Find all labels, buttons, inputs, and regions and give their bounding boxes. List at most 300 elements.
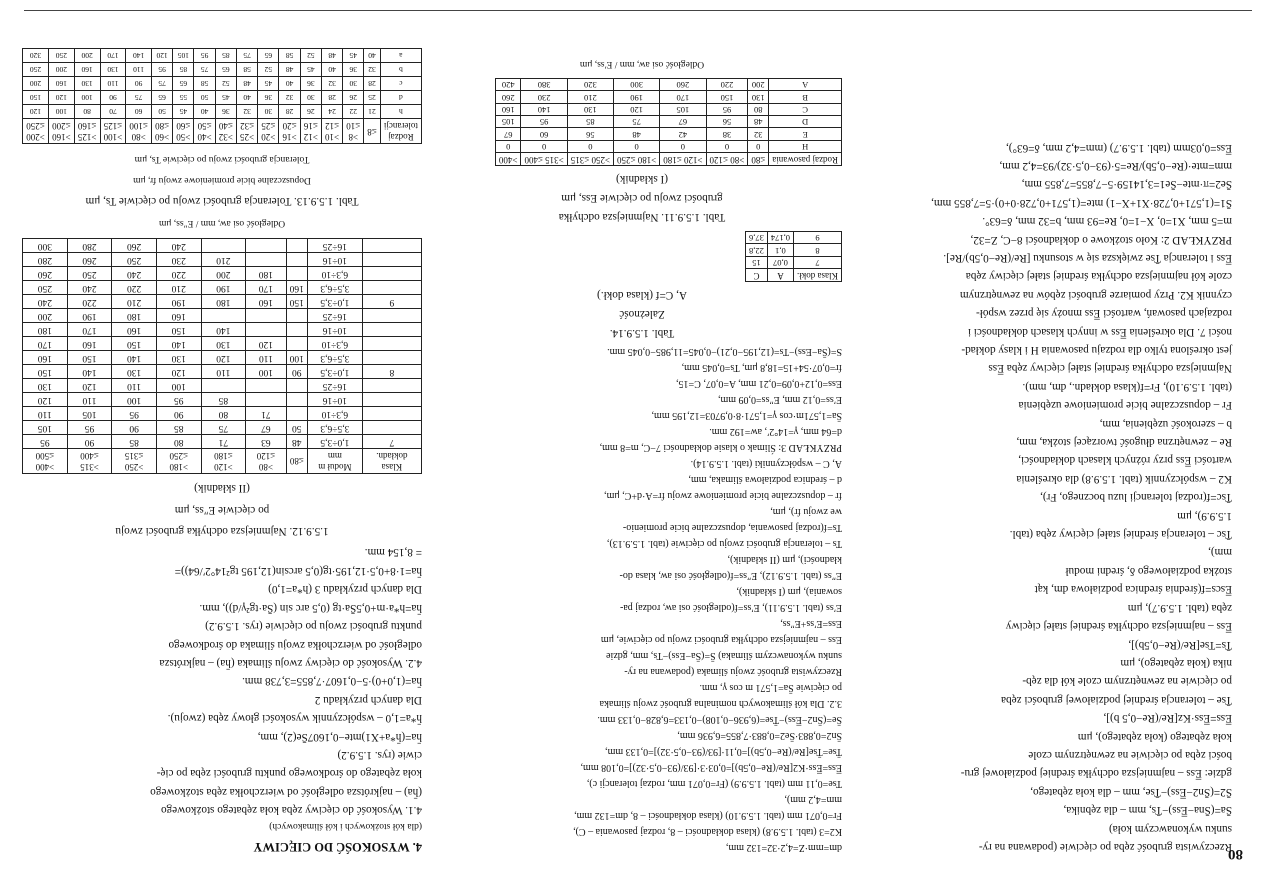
section-note: (dla kół stożkowych i kół ślimakowych) <box>269 820 422 831</box>
table-cell: 48 <box>286 434 307 448</box>
table-cell: 250 <box>23 63 49 77</box>
table-cell: 52 <box>215 77 236 91</box>
table-row <box>23 238 422 252</box>
text-line: kładności), μm (II składnik), <box>727 554 842 565</box>
table-cell: 1,0÷3,5 <box>307 294 362 308</box>
table-cell: 250 <box>67 266 112 280</box>
table-cell: 180 <box>23 322 68 336</box>
table-cell <box>246 322 286 336</box>
text-line: E̅ss=E̅ss·Kz[Re/(Re−0,5 b)], <box>1103 712 1232 725</box>
table-cell: 130 <box>74 77 100 91</box>
text-line: Tse=0,11 mm (tabl. 1.5.9.9) (Fr=0,071 mm, rodzaj tolerancji c), <box>586 778 842 789</box>
table-caption: 1.5.9.12. Najmniejsza odchyłka grubości zwoju <box>115 525 329 538</box>
table-cell: 260 <box>495 91 521 103</box>
table-header-cell: Klasa dokładn. <box>362 448 421 473</box>
text-line: m=5 mm, X1=0, X−1=0, Re=93 mm, b=32 mm, δ=63°. <box>982 215 1232 228</box>
table-cell: 95 <box>67 420 112 434</box>
table-cell: 30 <box>258 105 279 119</box>
table-cell: 150 <box>23 364 68 378</box>
table-row <box>495 128 841 140</box>
table-cell: 160 <box>286 280 307 294</box>
table-cell: 170 <box>100 49 126 63</box>
table-cell: 105 <box>173 49 194 63</box>
table-cell: b <box>380 63 421 77</box>
table-cell: 58 <box>236 63 257 77</box>
table-cell: 16÷25 <box>307 308 362 322</box>
table-cell: 50 <box>286 420 307 434</box>
table-cell: H <box>769 140 842 152</box>
table-cell: 28 <box>364 77 380 91</box>
table-cell: 75 <box>236 49 257 63</box>
text-line: E̅ss=E̅ss·K2[Re/(Re−0,5b)]=0,03·3·[93/(93−0,5·32)]=0,108 mm, <box>580 762 842 773</box>
table-cell: 85 <box>201 392 246 406</box>
text-line: E̅ss i tolerancja T̄se zwiększa się w stosunku [Re/(Re−0,5b)/Re]. <box>943 252 1232 264</box>
text-line: punktu grubości zwoju po cięciwie (rys. 1.5.9.2) <box>205 620 422 633</box>
text-line: mm=4,2 mm), <box>784 794 842 805</box>
table-cell: 260 <box>23 266 68 280</box>
text-line: po cięciwie S̄a=1,571 m cos γ, mm. <box>699 682 842 693</box>
table-cell: 105 <box>67 406 112 420</box>
table-1-5-9-14 <box>745 231 842 282</box>
table-cell: 16÷25 <box>307 378 362 392</box>
table-cell: 150 <box>286 294 307 308</box>
text-line: T̄se – tolerancja średniej podziałowej grubości zęba <box>1001 693 1232 706</box>
table-cell: 90 <box>126 77 152 91</box>
table-cell: 21 <box>364 105 380 119</box>
table-note: Tolerancja grubości zwoju po cięciwie Ts, μm <box>134 153 310 164</box>
text-line: Ts – tolerancja grubości zwoju po cięciwie (tabl. 1.5.9.13), <box>606 538 842 549</box>
table-cell: 95 <box>521 116 567 128</box>
table-cell: 36 <box>300 77 321 91</box>
table-cell: 260 <box>67 252 112 266</box>
text-line: 4.2. Wysokość do cięciwy zwoju ślimaka (h̄a) – najkrótsza <box>159 656 422 669</box>
table-cell <box>286 266 307 280</box>
table-cell: 300 <box>614 79 660 91</box>
table-cell: 130 <box>112 364 157 378</box>
table-header-cell: Moduł m mm <box>307 448 362 473</box>
table-cell: 0 <box>567 140 613 152</box>
table-1-5-9-11 <box>495 78 842 166</box>
text-line: d=64 mm, γ=14°2′, aw=192 mm. <box>709 426 842 437</box>
table-cell <box>246 378 286 392</box>
table-cell: E <box>769 128 842 140</box>
table-cell: 28 <box>321 91 342 105</box>
table-note: Dopuszczalne bicie promieniowe zwoju fr, μm <box>133 175 311 186</box>
table-row <box>23 308 422 322</box>
text-line: ciwie (rys. 1.5.9.2) <box>337 748 422 761</box>
table-cell: 16÷25 <box>307 238 362 252</box>
text-line: h̄a=1·8+0,5·12,195·tg(0,5 arcsin(12,195 tg²14°2′/64))= <box>174 564 422 577</box>
text-line: T̄sc=f(rodzaj tolerancji luzu bocznego, Fr), <box>1040 491 1232 504</box>
text-line: (h̄a) – najkrótsza odległość od wierzchołka zęba stożkowego <box>150 785 422 798</box>
table-cell: 7 <box>362 434 421 448</box>
text-line: zęba (tabl. 1.5.9.7), μm <box>1127 601 1232 614</box>
table-cell: 55 <box>173 91 194 105</box>
table-cell: 80 <box>748 103 769 115</box>
table-cell: 110 <box>126 63 152 77</box>
table-caption: (II składnik) <box>194 482 250 495</box>
table-header-cell: >50 ≤60 <box>173 119 194 144</box>
table-cell <box>286 322 307 336</box>
table-cell: 52 <box>258 63 279 77</box>
table-header-cell: >12 ≤16 <box>300 119 321 144</box>
table-cell: 32 <box>364 63 380 77</box>
text-line: Dla danych przykładu 2 <box>314 693 422 706</box>
table-cell: 130 <box>201 336 246 350</box>
table-cell: 40 <box>364 49 380 63</box>
table-cell: h <box>380 105 421 119</box>
text-line: Najmniejsza odchyłka średniej stałej cięciwy zęba E̅ss <box>988 362 1232 375</box>
table-cell <box>201 308 246 322</box>
table-header-cell: >200 ≤250 <box>23 119 49 144</box>
table-1-5-9-13 <box>22 48 422 144</box>
text-line: S̄n2=0,883·S̄e2=0,883·7,855=6,936 mm, <box>677 730 842 741</box>
table-cell: 75 <box>614 116 660 128</box>
table-cell: 140 <box>126 49 152 63</box>
table-header-cell: >20 ≤25 <box>258 119 279 144</box>
text-line: b – szerokość uzębienia, mm, <box>1099 417 1232 430</box>
table-cell: 220 <box>706 79 748 91</box>
text-line: 4.1. Wysokość do cięciwy zęba koła zębatego stożkowego <box>160 804 422 817</box>
table-cell: 8 <box>362 364 421 378</box>
table-cell: 80 <box>156 434 201 448</box>
table-row <box>23 364 422 378</box>
text-line: T̄sc – tolerancja średniej stałej cięciwy zęba (tabl. <box>1009 528 1232 541</box>
table-cell: 150 <box>112 336 157 350</box>
table-cell: 6,3÷10 <box>307 266 362 280</box>
table-cell: 300 <box>23 238 68 252</box>
table-cell: 22,8 <box>746 244 768 256</box>
page-number: 80 <box>1228 846 1243 862</box>
table-cell: 48 <box>614 128 660 140</box>
table-header-cell: >400 ≤500 <box>23 448 68 473</box>
table-header-cell: >250 ≤315 <box>567 153 613 166</box>
table-cell: 90 <box>67 434 112 448</box>
table-row <box>495 91 841 103</box>
text-line: E̅scs=f(średnia średnica podziałowa dm, kąt <box>1034 583 1232 596</box>
table-cell <box>286 308 307 322</box>
table-cell: 15 <box>746 256 768 268</box>
table-cell: 120 <box>156 364 201 378</box>
table-caption: Tabl. 1.5.9.13. Tolerancja grubości zwoju po cięciwie Ts, μm <box>85 195 359 208</box>
table-cell: 240 <box>112 266 157 280</box>
table-header-cell: >250 ≤315 <box>112 448 157 473</box>
table-row <box>23 105 422 119</box>
table-cell: 50 <box>194 91 215 105</box>
table-cell: 71 <box>246 406 286 420</box>
section-heading: 4. WYSOKOŚĆ DO CIĘCIWY <box>253 840 422 854</box>
text-line: rodzajach pasowań, wartości E̅ss mnoży się przez współ- <box>976 307 1232 320</box>
table-cell: 160 <box>74 63 100 77</box>
text-line: h̄*a=1,0 – współczynnik wysokości głowy zęba (zwoju). <box>167 712 422 725</box>
table-cell: 200 <box>23 308 68 322</box>
table-header-cell: >80 ≤120 <box>246 448 286 473</box>
table-row <box>23 49 422 63</box>
table-cell: 150 <box>156 322 201 336</box>
table-header-cell: >8 ≤10 <box>343 119 364 144</box>
table-cell: 9 <box>794 232 842 244</box>
table-header-cell: >100 ≤125 <box>100 119 126 144</box>
table-row <box>495 79 841 91</box>
table-header-cell: ≤8 <box>364 119 380 144</box>
table-row <box>495 103 841 115</box>
table-cell: 170 <box>246 280 286 294</box>
table-cell <box>286 378 307 392</box>
table-cell: 0 <box>660 140 706 152</box>
table-cell: 130 <box>156 350 201 364</box>
table-cell <box>362 392 421 406</box>
table-header-cell: >125 ≤160 <box>74 119 100 144</box>
text-line: h̄a=(h̄*a+X1)mte−0,1607S̄e(2), mm, <box>257 730 422 743</box>
table-cell: 95 <box>156 392 201 406</box>
text-line: Rzeczywista grubość zęba po cięciwie (podawana na ry- <box>978 841 1232 853</box>
table-row <box>23 434 422 448</box>
table-cell <box>362 238 421 252</box>
table-cell <box>246 308 286 322</box>
text-line: ności 7. Dla określenia E̅ss w innych klasach dokładności i <box>967 325 1232 338</box>
table-cell: 210 <box>156 280 201 294</box>
table-cell: 160 <box>48 77 74 91</box>
table-cell: 120 <box>23 392 68 406</box>
table-cell: 45 <box>300 63 321 77</box>
table-cell: 32 <box>279 91 300 105</box>
table-cell: 95 <box>151 63 172 77</box>
table-cell <box>286 406 307 420</box>
table-cell: 38 <box>706 128 748 140</box>
table-cell: 110 <box>67 392 112 406</box>
table-note: Odległość osi aw, mm / E″ss, μm <box>158 217 286 228</box>
table-cell: 230 <box>156 252 201 266</box>
table-cell: 10÷16 <box>307 252 362 266</box>
table-cell: 0 <box>748 140 769 152</box>
table-cell: 75 <box>194 63 215 77</box>
text-line: h̄a=h*a·m+0,5S̄a·tg (0,5 arc sin (S̄a·tg²γ/d)), mm. <box>199 601 422 614</box>
table-header-cell: >160 ≤200 <box>48 119 74 144</box>
table-cell <box>362 406 421 420</box>
table-cell: 6,3÷10 <box>307 336 362 350</box>
text-line: S̄e=(S̄n2−E̅ss)−T̄se=(6,936−0,108)−0,133=6,828−0,133 mm. <box>597 714 842 725</box>
text-line: E̅ss=0,03mm (tabl. 1.5.9.7) (mm=4,2 mm, δ=63°), <box>1006 141 1232 154</box>
text-line: Ess – najmniejsza odchyłka grubości zwoju po cięciwie, μm <box>600 634 842 645</box>
table-row <box>23 420 422 434</box>
table-caption: Tabl. 1.5.9.14. <box>609 327 675 339</box>
table-cell: 40 <box>194 105 215 119</box>
table-cell: c <box>380 77 421 91</box>
text-line: mm=mte·(Re−0,5b)/Re=5·(93−0,5·32)/93=4,2 mm, <box>999 159 1232 172</box>
text-line: d – średnica podziałowa ślimaka, mm, <box>688 474 842 485</box>
table-cell: 85 <box>112 434 157 448</box>
table-cell: 120 <box>48 91 74 105</box>
table-cell: 36 <box>343 63 364 77</box>
table-header-cell: ≤80 <box>748 153 769 166</box>
table-header-cell: ≤80 <box>286 448 307 473</box>
table-row <box>746 232 842 244</box>
table-row <box>746 244 842 256</box>
text-line: E′ss=0,12 mm, E″ss=0,09 mm, <box>717 394 842 405</box>
table-cell: 120 <box>151 49 172 63</box>
table-cell: 28 <box>279 105 300 119</box>
table-caption: Zależność <box>619 308 665 320</box>
text-line: gdzie: E̅ss – najmniejsza odchyłka średniej podziałowej gru- <box>960 767 1232 780</box>
table-cell: 160 <box>246 294 286 308</box>
text-line: czynnik K2. Przy pomiarze grubości zębów na zewnętrznym <box>959 288 1232 301</box>
table-cell: 190 <box>67 308 112 322</box>
table-cell: 75 <box>201 420 246 434</box>
table-cell: 320 <box>23 49 49 63</box>
table-cell <box>246 392 286 406</box>
table-cell: 105 <box>23 420 68 434</box>
table-cell: 3,5÷6,3 <box>307 280 362 294</box>
table-cell: 6,3÷10 <box>307 406 362 420</box>
table-cell: 7 <box>794 256 842 268</box>
table-cell: 25 <box>364 91 380 105</box>
table-cell: 220 <box>156 266 201 280</box>
table-cell: 220 <box>67 294 112 308</box>
table-cell: 250 <box>23 280 68 294</box>
table-cell: 1,0÷3,5 <box>307 364 362 378</box>
text-line: E″ss (tabl. 1.5.9.12), E″ss=f(odległość osi aw, klasa do- <box>619 570 842 581</box>
table-cell: A <box>769 79 842 91</box>
table-cell: 95 <box>194 49 215 63</box>
table-header-cell: Klasa dokł. <box>794 269 842 282</box>
table-cell: 140 <box>112 350 157 364</box>
table-cell: 180 <box>201 294 246 308</box>
table-cell: 95 <box>23 434 68 448</box>
table-cell: 230 <box>521 91 567 103</box>
table-header-cell: >120 ≤180 <box>660 153 706 166</box>
table-cell <box>286 238 307 252</box>
table-header-cell: C <box>746 269 768 282</box>
table-cell: 48 <box>321 49 342 63</box>
table-cell: 48 <box>748 116 769 128</box>
table-cell: 10÷16 <box>307 322 362 336</box>
text-line: koła zębatego do środkowego punktu grubości zęba po cię- <box>156 767 422 780</box>
text-line: bości zęba po cięciwie na zewnętrznym czole <box>1028 748 1232 761</box>
table-cell: 22 <box>343 105 364 119</box>
text-line: E′ss (tabl. 1.5.9.11), E′ss=f(odległość osi aw, rodzaj pa- <box>619 602 842 613</box>
table-cell: 150 <box>67 350 112 364</box>
table-cell: 30 <box>300 91 321 105</box>
table-cell: 0,1 <box>767 244 793 256</box>
table-cell: 40 <box>236 91 257 105</box>
column-1 <box>862 136 1232 854</box>
table-cell: 71 <box>201 434 246 448</box>
table-cell: 210 <box>112 294 157 308</box>
table-note: Odległość osi aw, mm / E′ss, μm <box>579 59 705 70</box>
table-cell: 240 <box>156 238 201 252</box>
text-line: jest określona tylko dla rodzaju pasowania H i klasy dokład- <box>961 344 1232 357</box>
text-line: wartości E̅ss przy różnych klasach dokładności, <box>1018 454 1232 467</box>
table-row <box>23 252 422 266</box>
table-cell: 160 <box>67 336 112 350</box>
text-line: po cięciwie na zewnętrznym czole kół dla zęb- <box>1022 675 1232 688</box>
table-cell: 50 <box>151 105 172 119</box>
table-header-cell: Rodzaj tolerancji <box>380 119 421 144</box>
table-cell <box>362 378 421 392</box>
table-cell: 48 <box>279 63 300 77</box>
table-row <box>23 350 422 364</box>
table-cell: 280 <box>23 252 68 266</box>
table-row <box>23 280 422 294</box>
table-cell: 56 <box>706 116 748 128</box>
table-cell: 200 <box>74 49 100 63</box>
table-cell: 26 <box>343 91 364 105</box>
text-line: we zwoju fr), μm, <box>770 506 842 517</box>
text-line: T̄s=Tse[Re/(Re−0,5b)], <box>1128 638 1232 651</box>
table-cell: 110 <box>112 378 157 392</box>
table-cell: 280 <box>67 238 112 252</box>
table-cell: 67 <box>246 420 286 434</box>
table-cell: 0 <box>706 140 748 152</box>
table-row <box>746 256 842 268</box>
column-3 <box>22 40 422 854</box>
table-cell <box>201 378 246 392</box>
table-caption: po cięciwie E″ss, μm <box>174 503 270 516</box>
table-row <box>495 140 841 152</box>
table-cell <box>246 238 286 252</box>
text-line: PRZYKŁAD 2: Koło stożkowe o dokładności 8−C, Z=32, <box>970 233 1232 246</box>
table-header-cell: >180 ≤250 <box>156 448 201 473</box>
text-line: Ess=E′ss+E″ss, <box>780 618 842 629</box>
table-cell: 95 <box>706 103 748 115</box>
table-header-cell: >32 ≤40 <box>215 119 236 144</box>
table-cell: 63 <box>246 434 286 448</box>
table-header-cell: >16 ≤20 <box>279 119 300 144</box>
table-cell: 36 <box>258 91 279 105</box>
table-row <box>23 91 422 105</box>
table-cell: 120 <box>201 350 246 364</box>
table-row <box>23 266 422 280</box>
table-row <box>495 116 841 128</box>
table-cell: 65 <box>258 49 279 63</box>
table-cell: 10÷16 <box>307 392 362 406</box>
table-cell: 0 <box>521 140 567 152</box>
text-line: S=(S̄a−Ess)−Ts=(12,195−0,21)−0,045=11,985−0,045 mm. <box>607 346 842 357</box>
text-line: S̄a=1,571m·cos γ=1,571·8·0,9703=12,195 mm, <box>651 410 842 421</box>
table-header-cell: >400 <box>495 153 521 166</box>
table-cell: 320 <box>567 79 613 91</box>
table-header-cell: >80 ≤100 <box>126 119 152 144</box>
table-cell: 90 <box>112 420 157 434</box>
table-cell: d <box>380 91 421 105</box>
table-cell: 52 <box>300 49 321 63</box>
table-header-cell: >10 ≤12 <box>321 119 342 144</box>
text-line: K2=3 (tabl. 1.5.9.8) (klasa dokładności – 8, rodzaj pasowania – C), <box>573 826 842 837</box>
text-line: S̄a=(S̄na−E̅ss)−T̄s, mm – dla zębnika, <box>1063 804 1232 817</box>
table-cell: 200 <box>48 63 74 77</box>
table-cell: 140 <box>67 364 112 378</box>
text-line: S̄e2=π·mte−S̄e1=3,14159·5−7,855=7,855 mm, <box>1021 178 1232 191</box>
table-cell: 58 <box>279 49 300 63</box>
table-cell <box>362 252 421 266</box>
text-line: = 8,154 mm. <box>364 546 422 559</box>
text-line: S̄1=(1,571+0,728·X1+X−1) mte=(1,571+0,728·0+0)·5=7,855 mm, <box>931 196 1232 209</box>
table-cell: 80 <box>201 406 246 420</box>
text-line: mm), <box>1208 546 1232 559</box>
table-cell: 0 <box>495 140 521 152</box>
text-line: 3.2. Dla kół ślimakowych nominalna grubość zwoju ślimaka <box>599 698 842 709</box>
table-cell: 170 <box>660 91 706 103</box>
table-cell: 180 <box>112 308 157 322</box>
table-cell <box>286 336 307 350</box>
table-header-cell: Rodzaj pasowania <box>769 153 842 166</box>
table-header-cell: A <box>767 269 793 282</box>
table-cell: 32 <box>321 77 342 91</box>
table-cell: 40 <box>279 77 300 91</box>
table-cell: 130 <box>23 378 68 392</box>
table-cell: 100 <box>156 378 201 392</box>
column-2 <box>442 51 842 854</box>
